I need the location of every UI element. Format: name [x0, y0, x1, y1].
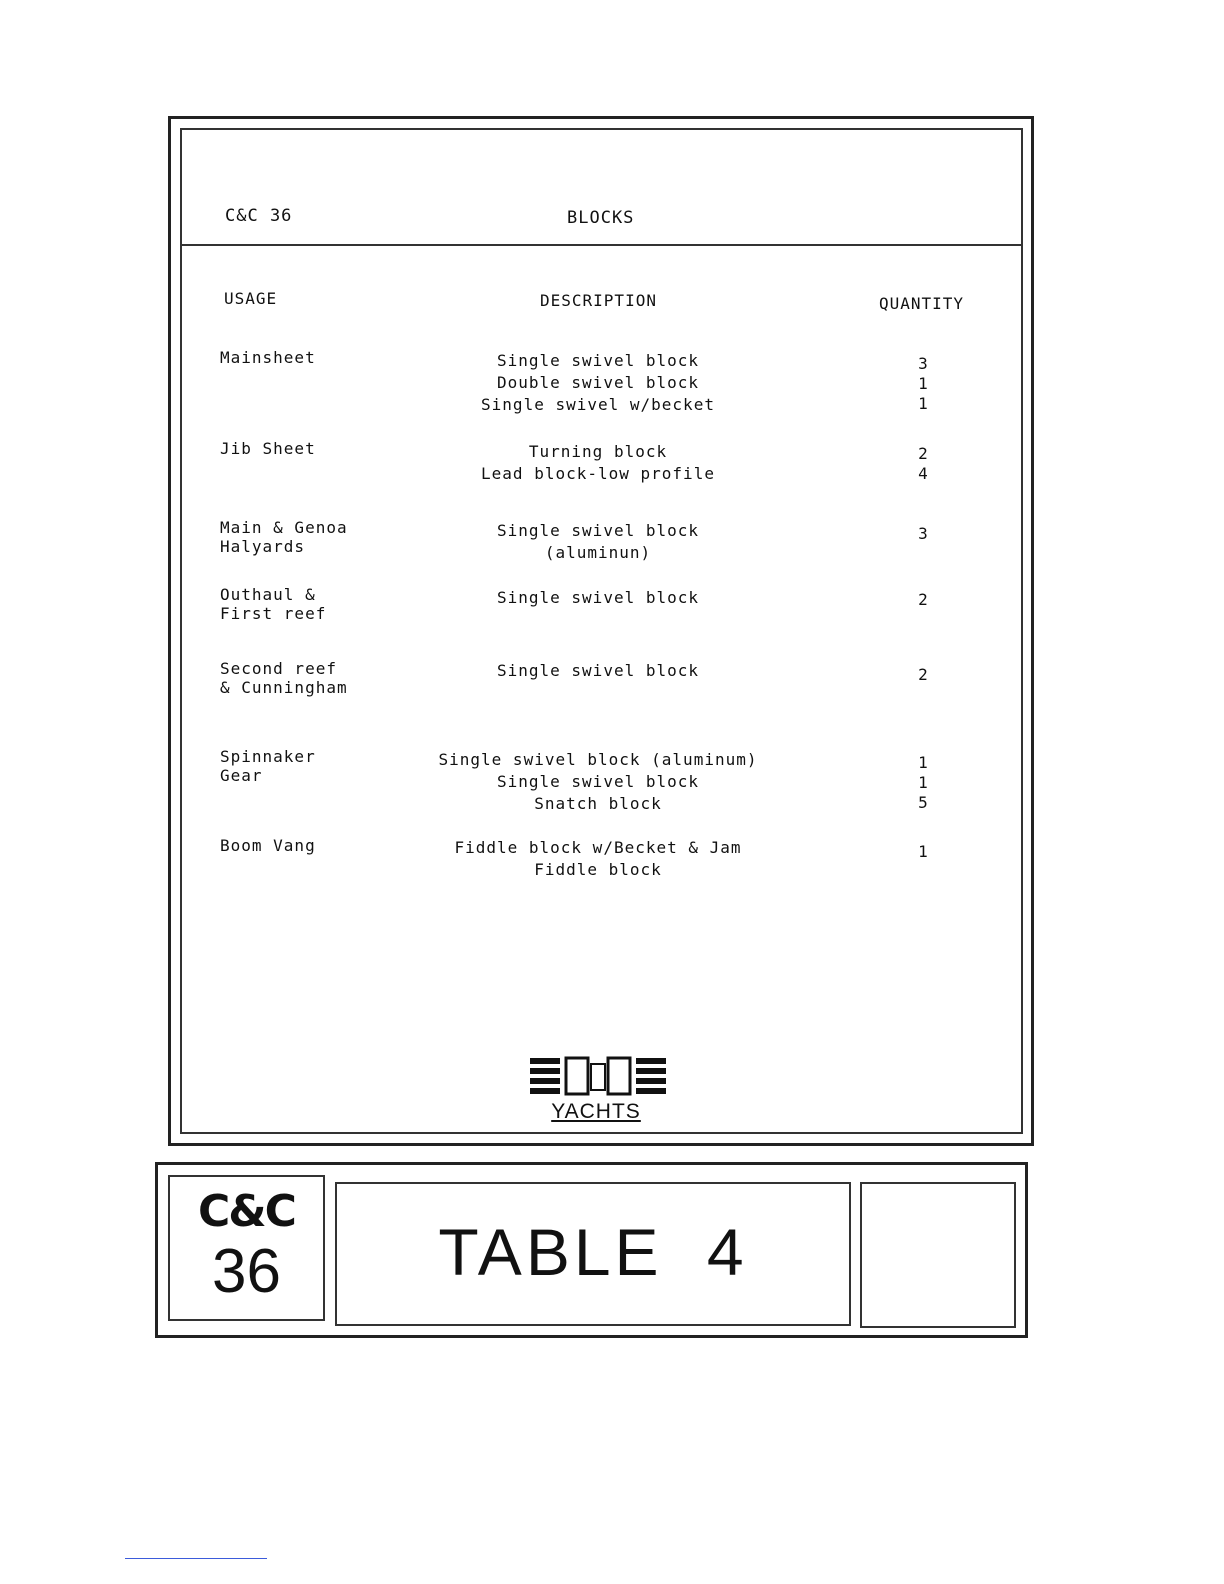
sheet-inner-frame	[180, 128, 1023, 1134]
page-title: BLOCKS	[567, 208, 635, 228]
usage-cell: Mainsheet	[220, 348, 316, 367]
usage-cell: Main & Genoa Halyards	[220, 518, 348, 556]
quantity-value: 1	[918, 394, 928, 413]
description-line: Snatch block	[534, 794, 662, 813]
description-line: (aluminun)	[544, 543, 652, 562]
quantity-cell	[900, 753, 946, 813]
usage-cell: Spinnaker Gear	[220, 747, 316, 785]
description-line: Single swivel block (aluminum)	[438, 750, 758, 769]
footer-rule	[125, 1558, 267, 1559]
description-line: Single swivel w/becket	[481, 395, 715, 414]
description-line: Single swivel block	[496, 521, 700, 540]
quantity-value: 3	[918, 354, 928, 373]
description-line: Single swivel block	[496, 772, 700, 791]
description-line: Fiddle block	[534, 860, 662, 879]
column-header-description: DESCRIPTION	[540, 291, 657, 310]
description-line: Turning block	[528, 442, 668, 461]
usage-cell: Jib Sheet	[220, 439, 316, 458]
quantity-value: 3	[918, 524, 928, 543]
quantity-cell	[900, 665, 946, 685]
title-block-blank-cell	[860, 1182, 1016, 1328]
quantity-value: 1	[918, 753, 928, 772]
quantity-value: 2	[918, 444, 928, 463]
quantity-value: 1	[918, 374, 928, 393]
quantity-cell	[900, 354, 946, 414]
usage-cell: Outhaul & First reef	[220, 585, 327, 623]
usage-cell: Second reef & Cunningham	[220, 659, 348, 697]
quantity-value: 1	[918, 842, 928, 861]
quantity-cell	[900, 524, 946, 544]
quantity-cell	[900, 590, 946, 610]
logo-wordmark: YACHTS	[551, 1100, 641, 1123]
description-line: Single swivel block	[496, 588, 700, 607]
column-header-quantity: QUANTITY	[879, 294, 965, 313]
quantity-value: 4	[918, 464, 928, 483]
description-cell	[420, 520, 776, 564]
description-cell	[420, 441, 776, 485]
description-line: Fiddle block w/Becket & Jam	[454, 838, 742, 857]
model-label: C&C 36	[225, 206, 293, 226]
description-line: Single swivel block	[496, 661, 700, 680]
column-header-usage: USAGE	[224, 289, 278, 308]
title-block-model-number: 36	[212, 1237, 281, 1306]
description-cell	[420, 749, 776, 815]
description-cell	[420, 837, 776, 881]
title-block-brand: C&C	[198, 1186, 295, 1237]
description-line: Lead block-low profile	[481, 464, 715, 483]
description-cell	[420, 587, 776, 609]
table-title: TABLE 4	[438, 1215, 748, 1289]
usage-cell: Boom Vang	[220, 836, 316, 855]
quantity-value: 2	[918, 590, 928, 609]
quantity-value: 5	[918, 793, 928, 812]
description-line: Double swivel block	[496, 373, 700, 392]
description-cell	[420, 660, 776, 682]
quantity-cell	[900, 444, 946, 484]
quantity-value: 2	[918, 665, 928, 684]
description-cell	[420, 350, 776, 416]
quantity-cell	[900, 842, 946, 862]
description-line: Single swivel block	[496, 351, 700, 370]
quantity-value: 1	[918, 773, 928, 792]
header-divider	[180, 244, 1023, 246]
